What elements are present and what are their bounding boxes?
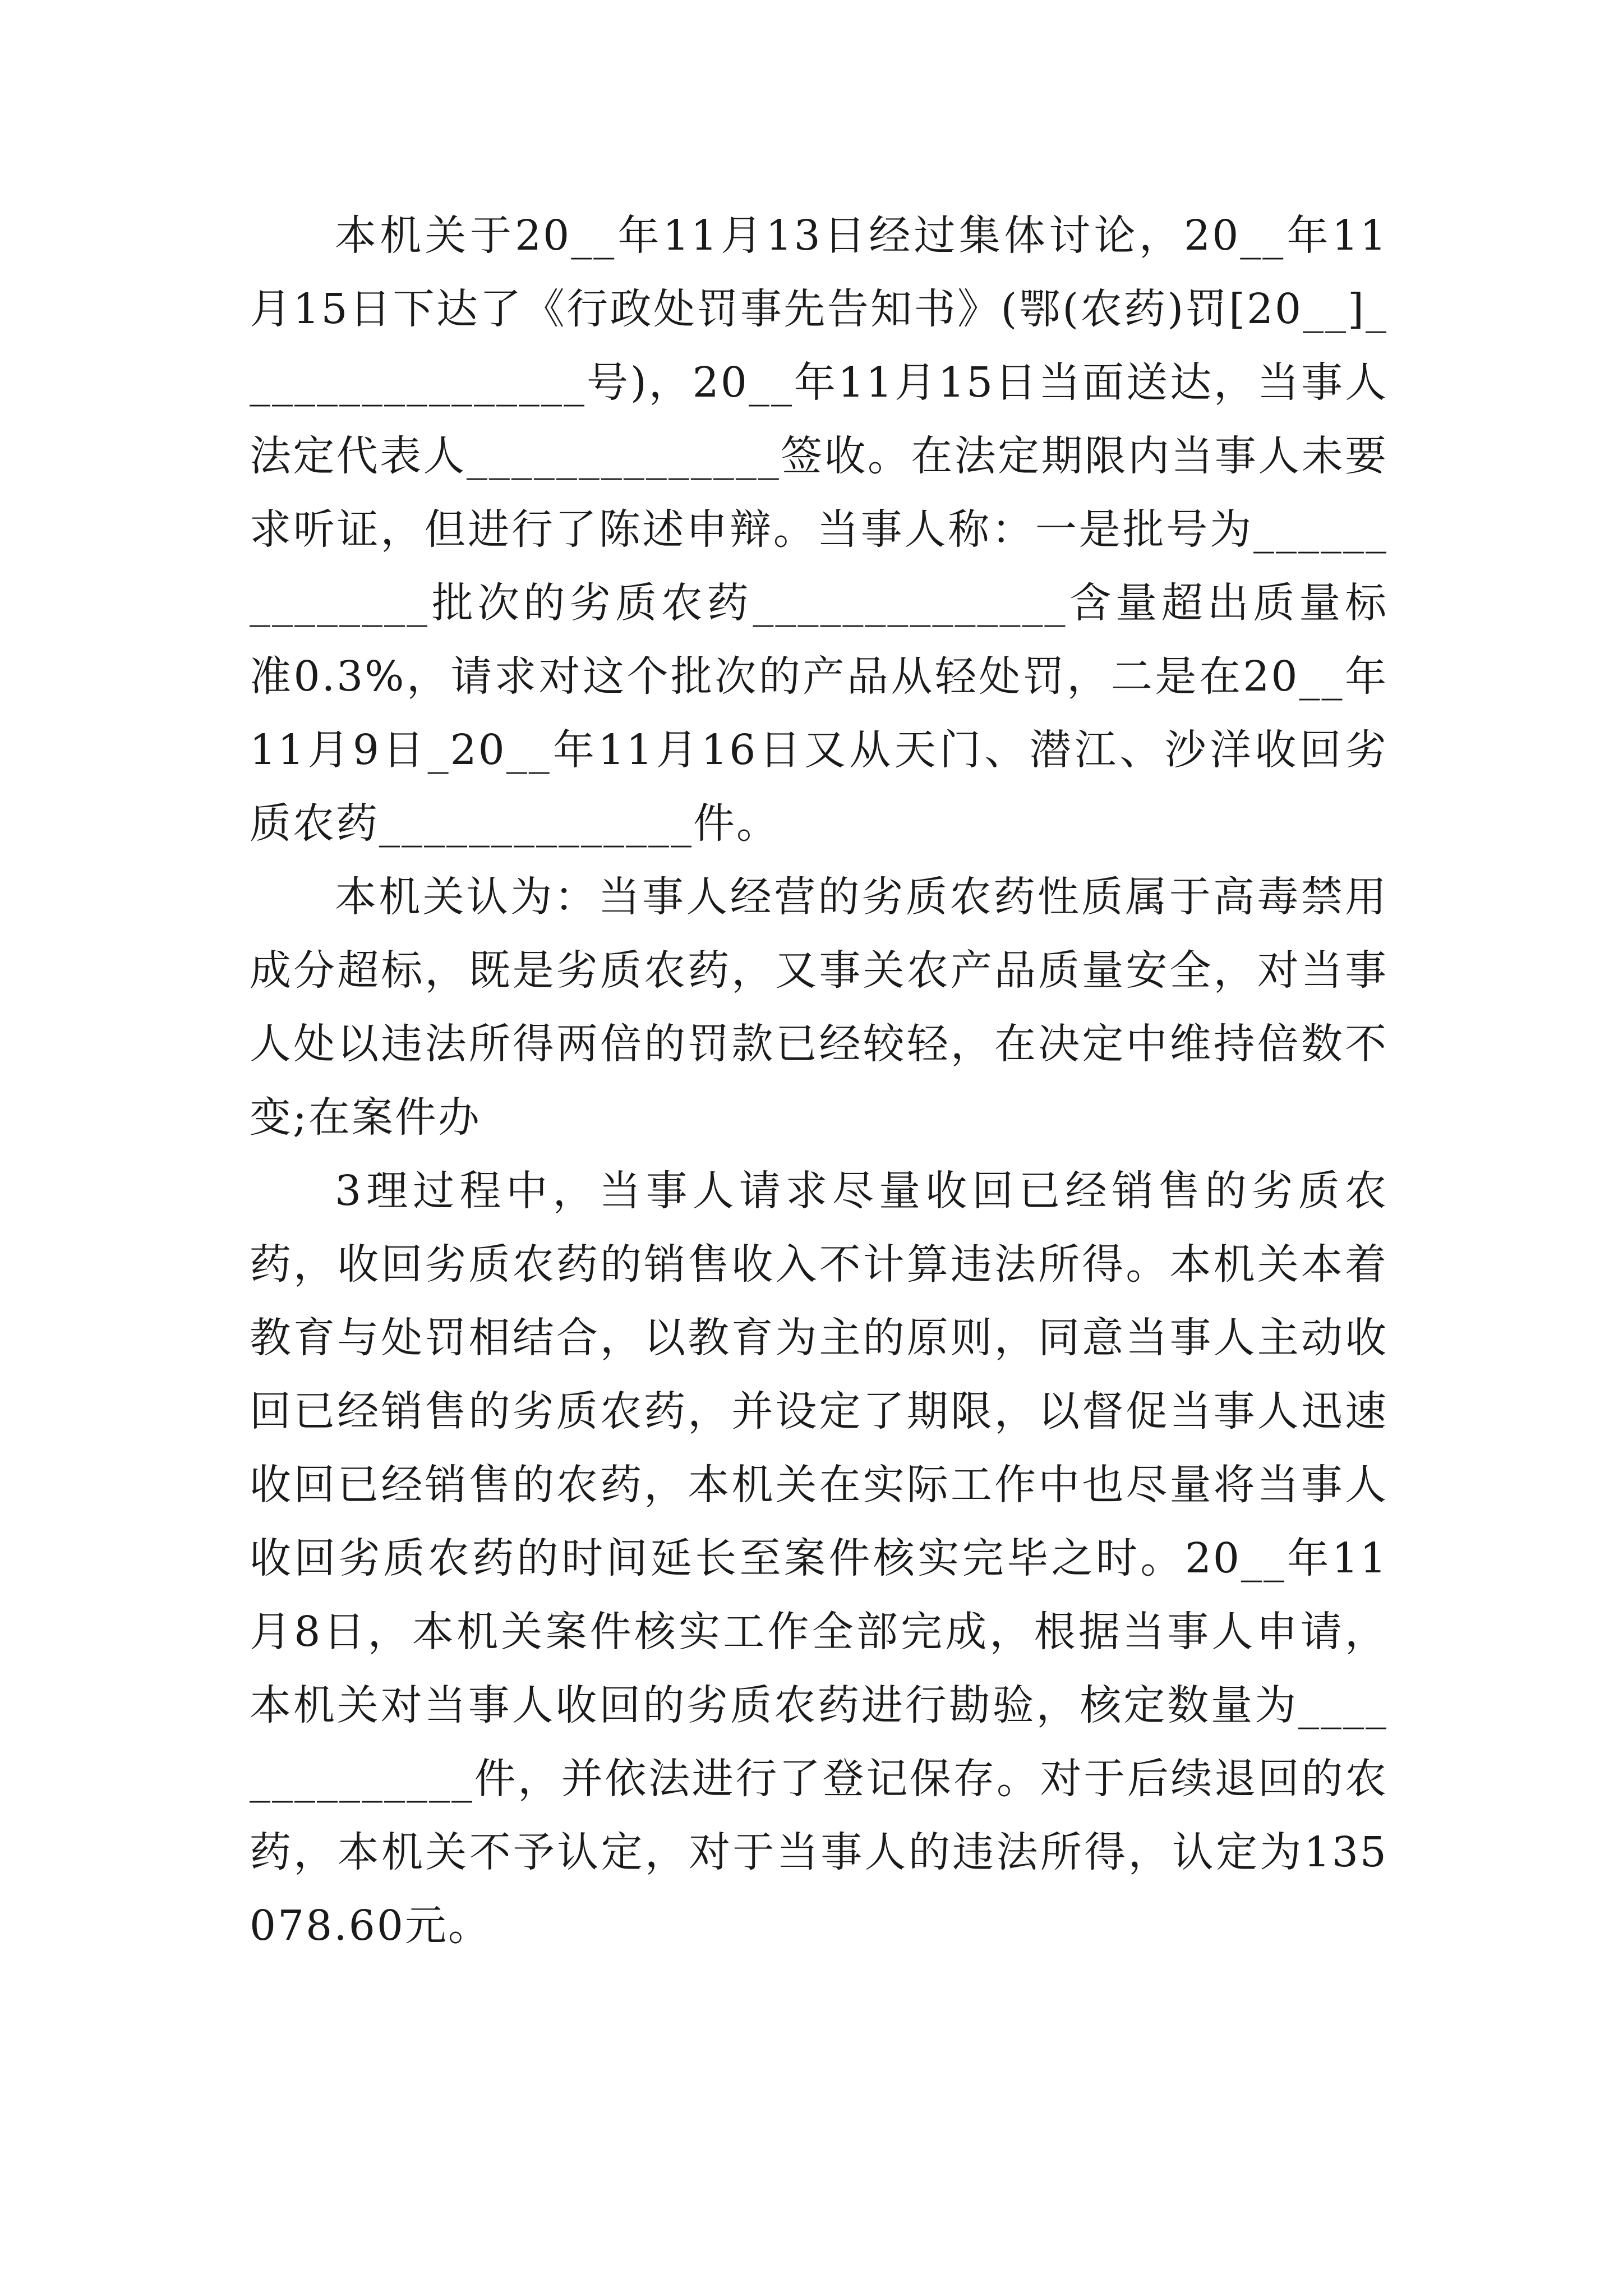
paragraph-agency-opinion: 本机关认为：当事人经营的劣质农药性质属于高毒禁用成分超标，既是劣质农药，又事关农产品质量安全，对当事人处以违法所得两倍的罚款已经较轻，在决定中维持倍数不变;在案件办 bbox=[250, 873, 1388, 1142]
paragraph-recall-determination: 3理过程中，当事人请求尽量收回已经销售的劣质农药，收回劣质农药的销售收入不计算违法所得。本机关本着教育与处罚相结合，以教育为主的原则，同意当事人主动收回已经销售的劣质农药，并设定了期限，以督促当事人迅速收回已经销售的农药，本机关在实际工作中也尽量将当事人收回劣质农药的时间延长至案件核实完毕之时。20__年11月8日，本机关案件核实工作全部完成，根据当事人申请，本机关对当事人收回的劣质农药进行勘验，核定数量为______________件，并依法进行了登记保存。对于后续退回的农药，本机关不予认定，对于当事人的违法所得，认定为135078.60元。 bbox=[250, 1167, 1388, 1950]
paragraph-hearing-statement: 本机关于20__年11月13日经过集体讨论，20__年11月15日下达了《行政处罚事先告知书》(鄂(农药)罚[20__]________________号)，20__年11月15日当面送达，当事人法定代表人______________签收。在法定期限内当事人未要求听证，但进行了陈述申辩。当事人称：一是批号为______________批次的劣质农药______________含量超出质量标准0.3%，请求对这个批次的产品从轻处罚，二是在20__年11月9日_20__年11月16日又从天门、潜江、沙洋收回劣质农药______________件。 bbox=[250, 211, 1388, 848]
document-body bbox=[250, 199, 1388, 1963]
